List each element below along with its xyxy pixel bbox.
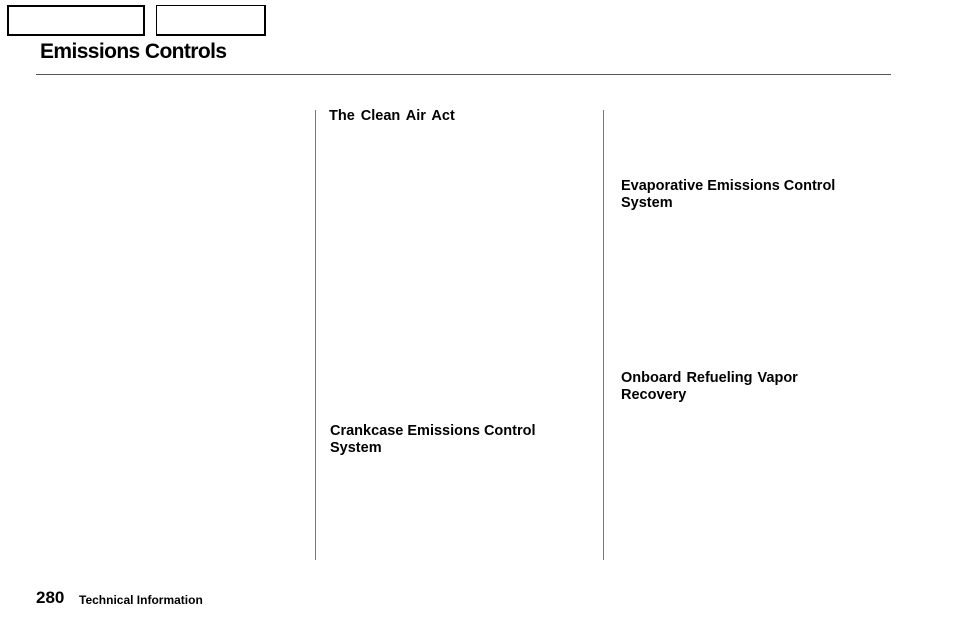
index-nav-button[interactable] (156, 5, 266, 36)
heading-clean-air-act: The Clean Air Act (329, 108, 455, 124)
page-title: Emissions Controls (40, 40, 227, 63)
footer-section-name: Technical Information (79, 593, 203, 607)
column-divider-right (603, 110, 604, 560)
title-divider (36, 74, 891, 75)
page-number: 280 (36, 588, 65, 607)
heading-onboard-refueling: Onboard Refueling Vapor Recovery (621, 370, 798, 403)
contents-nav-button[interactable] (7, 5, 145, 36)
column-divider-left (315, 110, 316, 560)
heading-crankcase-emissions: Crankcase Emissions Control System (330, 423, 536, 456)
heading-evaporative-emissions: Evaporative Emissions Control System (621, 178, 836, 211)
